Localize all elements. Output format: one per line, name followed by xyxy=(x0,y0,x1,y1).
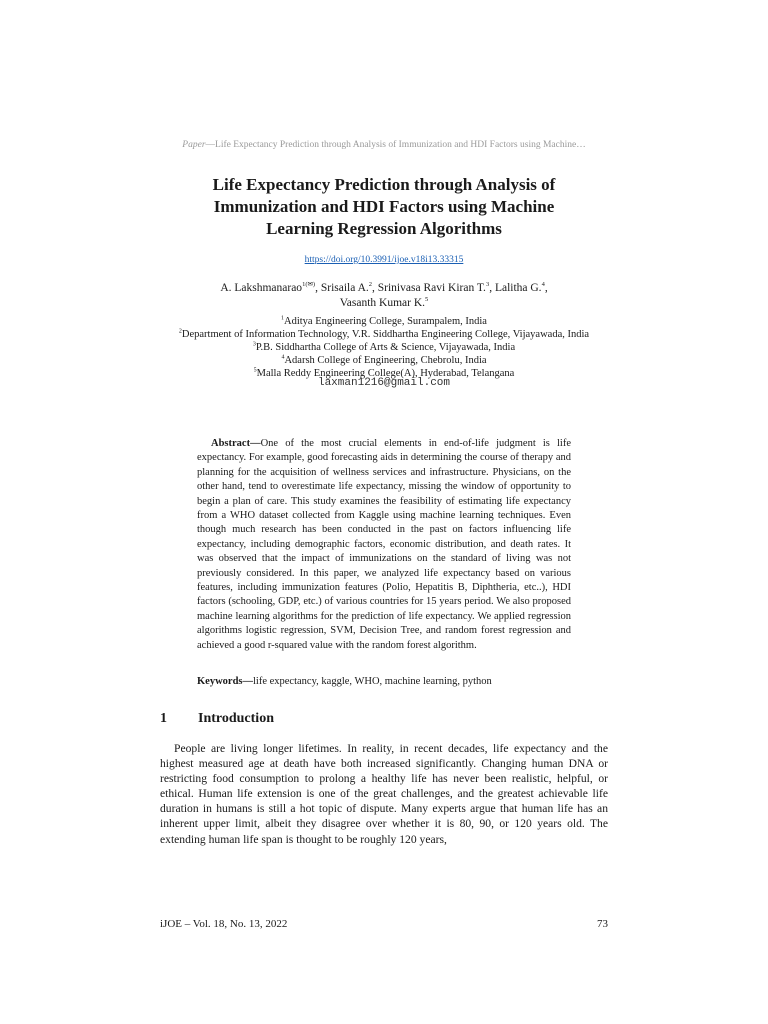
running-head xyxy=(0,140,768,150)
corresponding-email: laxman1216@gmail.com xyxy=(317,377,451,389)
affiliation-text: Aditya Engineering College, Surampalem, India xyxy=(284,316,487,327)
doi-line xyxy=(0,255,768,265)
paper-title: Life Expectancy Prediction through Analysis of Immunization and HDI Factors using Machine Learning Regression Algorithms xyxy=(212,175,556,238)
abstract xyxy=(197,437,571,653)
author-list xyxy=(184,281,584,311)
affiliation-text: Adarsh College of Engineering, Chebrolu, India xyxy=(284,355,487,366)
affiliation-marker: 2 xyxy=(178,328,182,335)
section-heading-introduction xyxy=(160,711,608,727)
keywords-text: life expectancy, kaggle, WHO, machine learning, python xyxy=(253,676,492,687)
affiliation-text: P.B. Siddhartha College of Arts & Science, Vijayawada, India xyxy=(255,342,516,353)
author-separator: , xyxy=(372,282,378,294)
keywords-label: Keywords— xyxy=(197,676,253,687)
affiliation-marker: 3 xyxy=(252,341,256,348)
affiliation-list xyxy=(0,315,768,380)
author-affiliation-marker: 2 xyxy=(368,281,373,289)
doi-link[interactable]: https://doi.org/10.3991/ijoe.v18i13.33315 xyxy=(304,255,464,265)
affiliation xyxy=(0,341,768,354)
affiliation-text: Malla Reddy Engineering College(A), Hyderabad, Telangana xyxy=(256,368,515,379)
footer-journal: iJOE – Vol. 18, No. 13, 2022 xyxy=(160,918,288,930)
affiliation-marker: 1 xyxy=(281,315,285,322)
author-name: Lalitha G. xyxy=(494,282,542,294)
section-number: 1 xyxy=(160,711,167,726)
author-affiliation-marker: 4 xyxy=(541,281,545,289)
author-separator: , xyxy=(544,282,548,294)
affiliation-marker: 5 xyxy=(253,367,257,374)
author-separator: , xyxy=(315,282,321,294)
author-name: Srinivasa Ravi Kiran T. xyxy=(377,282,486,294)
abstract-text: One of the most crucial elements in end-of-life judgment is life expectancy. For example, good forecasting aids in determining the course of therapy and planning for the acquisition of wellness services and infrastructure. Physicians, on the other hand, tend to overestimate life expectancy, missing the window of opportunity to begin a plan of care. This study examines the feasibility of estimating life expectancy from a WHO dataset collected from Kaggle using machine learning techniques. Even though much research has been conducted in the past on factors influencing life expectancy, including demographic factors, economic distribution, and death rates. It was observed that the impact of immunizations on the standard of living was not previously considered. In this paper, we analyzed life expectancy based on various features, including immunization features (Polio, Hepatitis B, Diphtheria, etc..), HDI factors (schooling, GDP, etc.) of various countries for 15 years period. We also proposed machine learning algorithms for the prediction of life expectancy. We applied regression algorithms logistic regression, SVM, Decision Tree, and random forest regression and achieved a good r-squared value with the random forest algorithm. xyxy=(197,438,571,651)
abstract-label: Abstract— xyxy=(211,438,261,449)
author-name: Vasanth Kumar K. xyxy=(339,297,426,309)
running-head-text: —Life Expectancy Prediction through Analysis of Immunization and HDI Factors using Machine… xyxy=(205,140,586,150)
affiliation xyxy=(0,354,768,367)
author-affiliation-marker: 3 xyxy=(485,281,490,289)
author-affiliation-marker: 5 xyxy=(425,296,429,304)
footer-page-number: 73 xyxy=(597,918,608,930)
section-title: Introduction xyxy=(198,711,274,726)
affiliation xyxy=(0,328,768,341)
author-name: A. Lakshmanarao xyxy=(220,282,303,294)
author-separator: , xyxy=(489,282,495,294)
author-affiliation-marker: 1(✉) xyxy=(302,281,316,289)
affiliation xyxy=(0,315,768,328)
author-name: Srisaila A. xyxy=(320,282,369,294)
running-head-prefix: Paper xyxy=(182,140,206,150)
introduction-paragraph: People are living longer lifetimes. In reality, in recent decades, life expectancy and the highest measured age at death have both increased significantly. Changing human DNA or restricting food consumption to prolong a healthy life has never been realistic, helpful, or ethical. Human life extension is one of the great challenges, and the greatest achievable life duration in humans is still a hot topic of dispute. Many experts argue that human life has an inherent upper limit, albeit they disagree over whether it is 80, 90, or 120 years old. The extending human life span is thought to be roughly 120 years, xyxy=(160,742,608,846)
affiliation-text: Department of Information Technology, V.R. Siddhartha Engineering College, Vijayawada, India xyxy=(181,329,590,340)
keywords xyxy=(197,675,571,689)
affiliation-marker: 4 xyxy=(281,354,285,361)
